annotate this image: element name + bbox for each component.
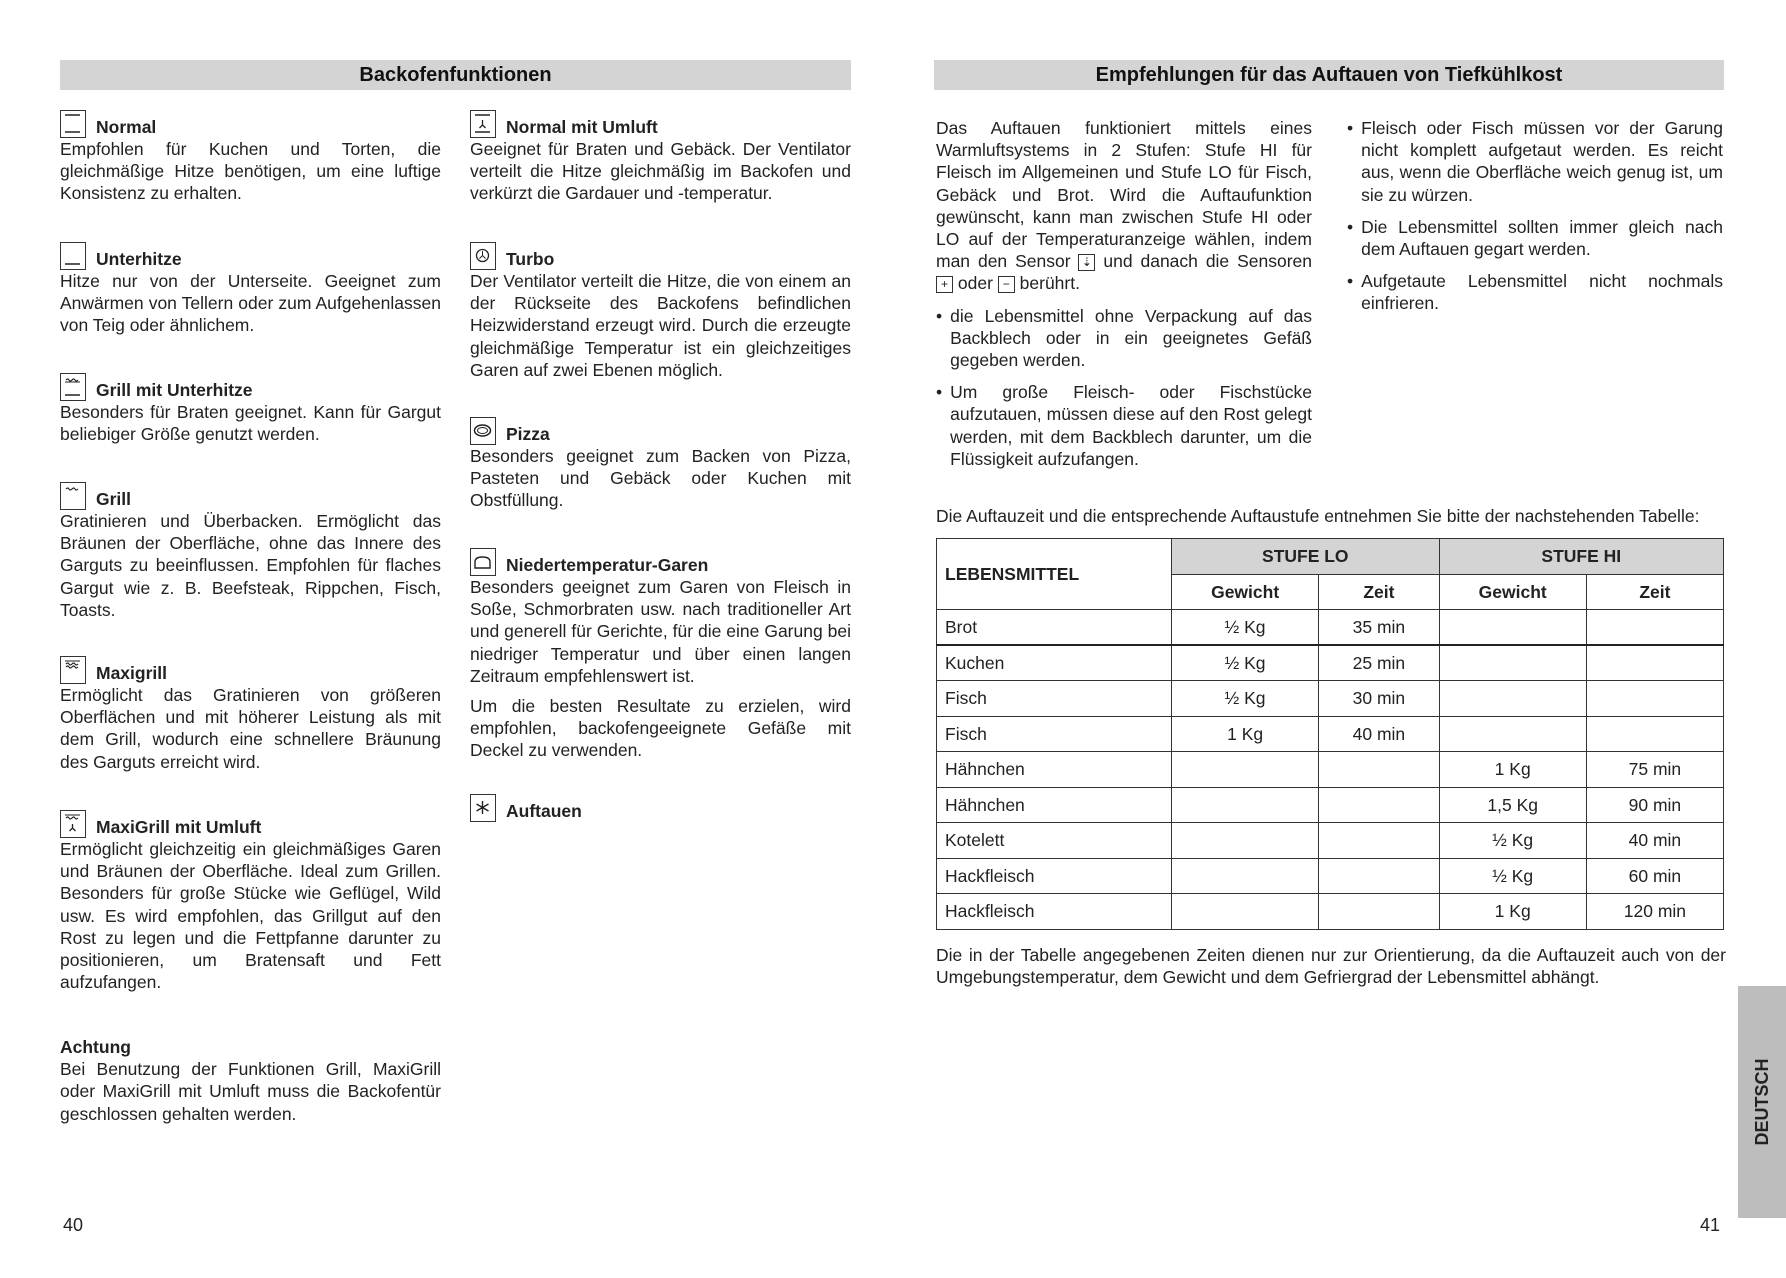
value-cell: 1 Kg bbox=[1439, 894, 1586, 930]
defrost-sensor-icon: ⇣ bbox=[1078, 254, 1095, 271]
sub-header: Zeit bbox=[1319, 574, 1439, 610]
oven-function bbox=[60, 654, 441, 773]
intro-column bbox=[936, 117, 1312, 470]
warning-title: Achtung bbox=[60, 1037, 131, 1057]
value-cell: ½ Kg bbox=[1439, 823, 1586, 859]
table-row bbox=[937, 681, 1724, 717]
function-description: Besonders geeignet zum Garen von Fleisch in Soße, Schmorbraten usw. nach traditioneller Art und generell für Gerichte, für die eine Garung bei niedriger Temperatur und über einen langen Zeitraum empfehlenswert ist. bbox=[470, 577, 851, 686]
food-cell: Kuchen bbox=[937, 645, 1172, 681]
section-header: Empfehlungen für das Auftauen von Tiefkühlkost bbox=[934, 60, 1724, 90]
value-cell: ½ Kg bbox=[1172, 681, 1319, 717]
value-cell: 1 Kg bbox=[1172, 716, 1319, 752]
function-title: Normal mit Umluft bbox=[506, 116, 658, 137]
value-cell bbox=[1172, 752, 1319, 788]
function-description: Besonders geeignet zum Backen von Pizza, Pasteten und Gebäck oder Kuchen mit Obstfüllung. bbox=[470, 446, 851, 511]
function-description: Ermöglicht das Gratinieren von größeren Oberflächen und mit höherer Leistung als mit dem Grill, wodurch eine schnellere Bräunung des Garguts erreicht wird. bbox=[60, 685, 441, 772]
table-row bbox=[937, 787, 1724, 823]
oven-function bbox=[60, 480, 441, 621]
food-cell: Hackfleisch bbox=[937, 858, 1172, 894]
bullet-item: • Um große Fleisch- oder Fischstücke aufzutauen, müssen diese auf den Rost gelegt werden, mit dem Backblech darunter, um die Flüssigkeit aufzufangen. bbox=[936, 382, 1312, 469]
function-title: Pizza bbox=[506, 423, 550, 444]
function-title: Auftauen bbox=[506, 800, 582, 821]
food-cell: Hackfleisch bbox=[937, 894, 1172, 930]
bullet-icon: • bbox=[1347, 271, 1354, 292]
table-row bbox=[937, 858, 1724, 894]
value-cell bbox=[1319, 823, 1439, 859]
grill-bottom-heat-icon bbox=[60, 373, 86, 401]
value-cell bbox=[1172, 858, 1319, 894]
turbo-fan-icon bbox=[470, 242, 496, 270]
function-title: Grill mit Unterhitze bbox=[96, 379, 253, 400]
oven-function bbox=[470, 240, 851, 381]
value-cell bbox=[1586, 681, 1723, 717]
value-cell: 30 min bbox=[1319, 681, 1439, 717]
bullet-icon: • bbox=[1347, 118, 1354, 138]
warning-note bbox=[60, 1036, 441, 1125]
function-title: Turbo bbox=[506, 248, 555, 269]
oven-bottom-heat-icon bbox=[60, 242, 86, 270]
value-cell: ½ Kg bbox=[1439, 858, 1586, 894]
table-note: Die in der Tabelle angegebenen Zeiten dienen nur zur Orientierung, da die Auftauzeit auch von der Umgebungstemperatur, dem Gewicht und dem Gefriergrad der Lebensmittel abhängt. bbox=[936, 945, 1726, 988]
value-cell: 120 min bbox=[1586, 894, 1723, 930]
value-cell bbox=[1172, 894, 1319, 930]
function-description: Der Ventilator verteilt die Hitze, die von einem an der Rückseite des Backofens befindlichen Heizwiderstand erzeugt wird. Durch die erzeugte gleichmäßige Temperatur ist ein gleichzeitiges Garen auf zwei Ebenen möglich. bbox=[470, 271, 851, 380]
value-cell: ½ Kg bbox=[1172, 645, 1319, 681]
table-intro: Die Auftauzeit und die entsprechende Auftaustufe entnehmen Sie bitte der nachstehenden Tabelle: bbox=[936, 506, 1700, 526]
bullet-icon: • bbox=[936, 305, 943, 326]
value-cell bbox=[1172, 823, 1319, 859]
table-row bbox=[937, 823, 1724, 859]
food-cell: Brot bbox=[937, 610, 1172, 646]
value-cell: 90 min bbox=[1586, 787, 1723, 823]
function-title: Grill bbox=[96, 488, 132, 509]
oven-normal-icon bbox=[60, 110, 86, 138]
bullet-item: • die Lebensmittel ohne Verpackung auf das Backblech oder in ein geeignetes Gefäß gegeben werden. bbox=[936, 305, 1312, 371]
value-cell bbox=[1586, 645, 1723, 681]
group-lo: STUFE LO bbox=[1172, 539, 1440, 575]
oven-function bbox=[470, 108, 851, 205]
value-cell: 35 min bbox=[1319, 610, 1439, 646]
value-cell bbox=[1319, 752, 1439, 788]
defrost-table bbox=[936, 538, 1724, 930]
table-row bbox=[937, 894, 1724, 930]
function-description: Besonders für Braten geeignet. Kann für Gargut beliebiger Größe genutzt werden. bbox=[60, 402, 441, 445]
value-cell bbox=[1586, 716, 1723, 752]
table-row bbox=[937, 752, 1724, 788]
value-cell bbox=[1439, 681, 1586, 717]
oven-function bbox=[60, 808, 441, 993]
intro-text: Das Auftauen funktioniert mittels eines Warmluftsystems in 2 Stufen: Stufe HI für Fleisch im Allgemeinen und Stufe LO für Fisch, Gebäck und Brot. Wird die Auftaufunktion gewünscht, kann man zwischen Stufe HI oder LO auf der Temperaturanzeige wählen, indem man den Sensor ⇣ und danach die Sensoren + oder − berührt. bbox=[936, 118, 1312, 294]
value-cell bbox=[1172, 787, 1319, 823]
bullet-icon: • bbox=[1347, 216, 1354, 237]
value-cell bbox=[1319, 894, 1439, 930]
value-cell bbox=[1439, 610, 1586, 646]
value-cell: 75 min bbox=[1586, 752, 1723, 788]
oven-function bbox=[470, 792, 851, 822]
value-cell: 1 Kg bbox=[1439, 752, 1586, 788]
bullet-item: • Die Lebensmittel sollten immer gleich nach dem Auftauen gegart werden. bbox=[1347, 216, 1723, 260]
value-cell: 1,5 Kg bbox=[1439, 787, 1586, 823]
food-cell: Fisch bbox=[937, 716, 1172, 752]
page-number: 41 bbox=[1700, 1215, 1721, 1235]
value-cell bbox=[1439, 716, 1586, 752]
page-number: 40 bbox=[63, 1215, 84, 1235]
function-description: Ermöglicht gleichzeitig ein gleichmäßiges Garen und Bräunen der Oberfläche. Ideal zum Grillen. Besonders für große Stücke wie Geflügel, Wild usw. Es wird empfohlen, das Grillgut auf den Rost zu legen und die Fettpfanne darunter zu positionieren, um Bratensaft und Fett aufzufangen. bbox=[60, 839, 441, 993]
function-description: Hitze nur von der Unterseite. Geeignet zum Anwärmen von Tellern oder zum Aufgehenlassen von Teig oder ähnlichem. bbox=[60, 271, 441, 336]
defrost-icon bbox=[470, 794, 496, 822]
low-temperature-icon bbox=[470, 548, 496, 576]
maxigrill-icon bbox=[60, 656, 86, 684]
function-title: Niedertemperatur-Garen bbox=[506, 554, 709, 575]
function-title: Normal bbox=[96, 116, 157, 137]
pizza-icon bbox=[470, 417, 496, 445]
bullet-icon: • bbox=[936, 382, 943, 403]
sub-header: Gewicht bbox=[1439, 574, 1586, 610]
oven-function bbox=[470, 546, 851, 762]
value-cell: 60 min bbox=[1586, 858, 1723, 894]
tips-column bbox=[1347, 107, 1723, 315]
language-tab: DEUTSCH bbox=[1738, 986, 1786, 1218]
function-description: Um die besten Resultate zu erzielen, wird empfohlen, backofengeeignete Gefäße mit Deckel zu verwenden. bbox=[470, 696, 851, 761]
function-description: Geeignet für Braten und Gebäck. Der Ventilator verteilt die Hitze gleichmäßig im Backofen und verkürzt die Gardauer und -temperatur. bbox=[470, 139, 851, 204]
food-cell: Kotelett bbox=[937, 823, 1172, 859]
bullet-item: • Aufgetaute Lebensmittel nicht nochmals einfrieren. bbox=[1347, 271, 1723, 314]
food-cell: Hähnchen bbox=[937, 787, 1172, 823]
value-cell: 40 min bbox=[1586, 823, 1723, 859]
oven-function bbox=[470, 415, 851, 512]
bullet-item: • Fleisch oder Fisch müssen vor der Garung nicht komplett aufgetaut werden. Es reicht aus, wenn die Oberfläche weich genug ist, um sie zu würzen. bbox=[1347, 118, 1723, 205]
function-description: Empfohlen für Kuchen und Torten, die gleichmäßige Hitze benötigen, um eine luftige Konsistenz zu erhalten. bbox=[60, 139, 441, 204]
col-food: LEBENSMITTEL bbox=[937, 539, 1172, 610]
function-description: Gratinieren und Überbacken. Ermöglicht das Bräunen der Oberfläche, ohne das Innere des Garguts zu beeinflussen. Empfohlen für flaches Gargut wie z. B. Beefsteak, Rippchen, Fisch, Toasts. bbox=[60, 511, 441, 620]
warning-text: Bei Benutzung der Funktionen Grill, MaxiGrill oder MaxiGrill mit Umluft muss die Backofentür geschlossen gehalten werden. bbox=[60, 1059, 441, 1124]
function-title: Maxigrill bbox=[96, 662, 167, 683]
value-cell bbox=[1319, 787, 1439, 823]
maxigrill-fan-icon bbox=[60, 810, 86, 838]
value-cell: 40 min bbox=[1319, 716, 1439, 752]
function-title: Unterhitze bbox=[96, 248, 182, 269]
table-row bbox=[937, 610, 1724, 646]
table-row bbox=[937, 645, 1724, 681]
plus-sensor-icon: + bbox=[936, 276, 953, 293]
function-title: MaxiGrill mit Umluft bbox=[96, 816, 262, 837]
normal-fan-icon bbox=[470, 110, 496, 138]
grill-icon bbox=[60, 482, 86, 510]
value-cell bbox=[1439, 645, 1586, 681]
section-header: Backofenfunktionen bbox=[60, 60, 851, 90]
value-cell: ½ Kg bbox=[1172, 610, 1319, 646]
value-cell: 25 min bbox=[1319, 645, 1439, 681]
sub-header: Zeit bbox=[1586, 574, 1723, 610]
table-row bbox=[937, 716, 1724, 752]
sub-header: Gewicht bbox=[1172, 574, 1319, 610]
oven-function bbox=[60, 371, 441, 445]
minus-sensor-icon: − bbox=[998, 276, 1015, 293]
group-hi: STUFE HI bbox=[1439, 539, 1723, 575]
oven-function bbox=[60, 240, 441, 337]
value-cell bbox=[1586, 610, 1723, 646]
food-cell: Hähnchen bbox=[937, 752, 1172, 788]
value-cell bbox=[1319, 858, 1439, 894]
food-cell: Fisch bbox=[937, 681, 1172, 717]
oven-function bbox=[60, 108, 441, 205]
